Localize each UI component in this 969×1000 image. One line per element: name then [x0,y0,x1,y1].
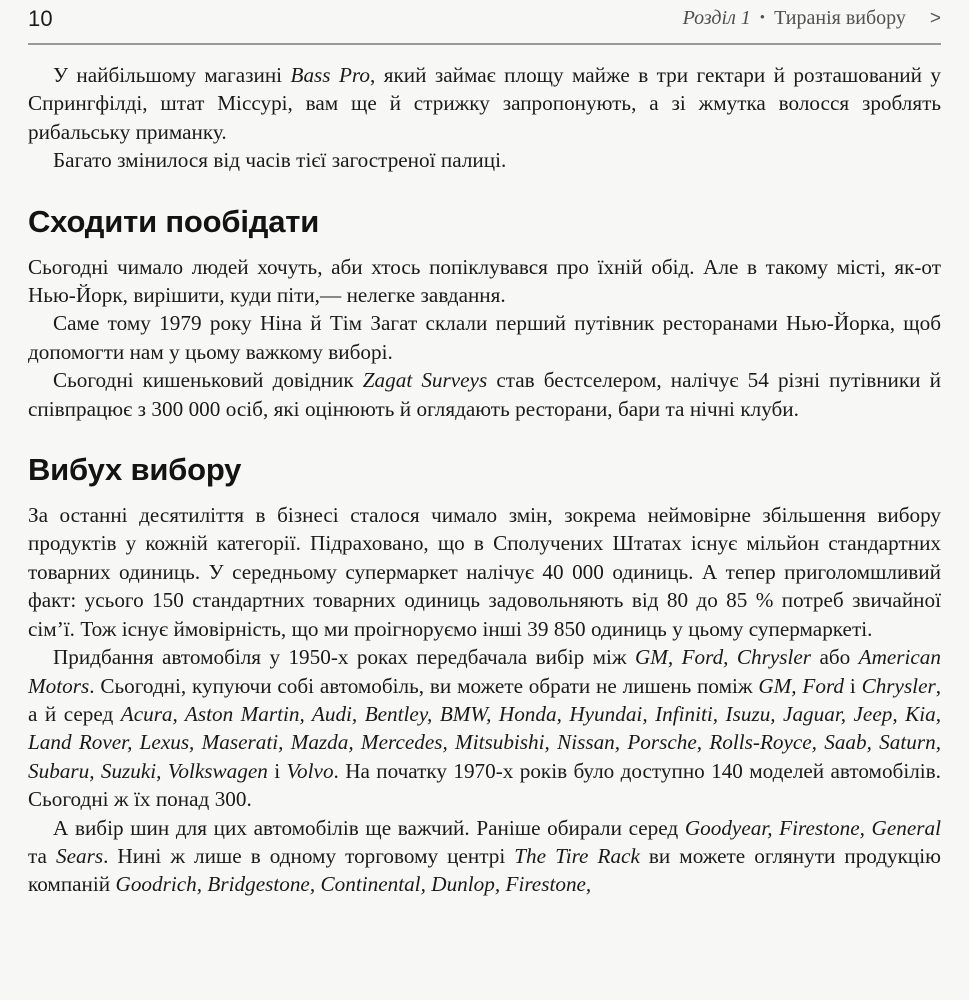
italic-run: American Motors [28,645,941,698]
paragraph-car-brands [28,643,941,813]
italic-run: Sears [55,843,104,868]
text-run: став бестселером, налічує 54 різні путівники й співпрацює з 300 000 осіб, які оцінюють й оглядають ресторани, бари та нічні клуби. [28,368,941,421]
text-run: А вибір шин для цих автомобілів ще важчий. Раніше обирали серед [53,815,685,840]
section-2-body [28,501,941,899]
section-heading-dinner: Сходити пообідати [28,203,320,239]
italic-run: Goodyear, Firestone, General [684,815,941,840]
paragraph-zagat-1979 [28,309,941,366]
paragraph-sharpened-stick [28,146,941,174]
italic-run: GM, Ford [758,673,845,698]
italic-run: GM, Ford, Chrysler [634,645,812,670]
italic-run: The Tire Rack [514,843,640,868]
text-run: У найбільшому магазині [53,63,291,87]
spacer-after-section-2 [28,487,941,501]
paragraph-tire-brands [28,814,941,899]
text-run: , а й серед [28,673,942,726]
text-run: . Нині ж лише в одному торговому центрі [103,843,515,868]
page-number: 10 [28,6,53,31]
paragraph-dinner-intro [28,253,941,310]
spacer-before-section-1 [28,175,941,205]
text-run: Сьогодні чимало людей хочуть, аби хтось попіклувався про їхній обід. Але в такому місті, як-от Нью-Йорк, вирішити, куди піти,— нелегке завдання. [28,254,941,308]
chevron-right-icon: > [929,8,941,29]
text-run: За останні десятиліття в бізнесі сталося чимало змін, зокрема неймовірне збільшення вибору продуктів у кожній категорії. Підраховано, що в Сполучених Штатах існує мільйон стандартних товарних одиниць. У середньому супермаркет налічує 40 000 одиниць. А тепер приголомшливий факт: усього 150 стандартних товарних одиниць задовольняють від 80 до 85 % потреб звичайної сім’ї. Тож існує ймовірність, що ми проігноруємо інші 39 850 одиниць у цьому супермаркеті. [28,503,941,641]
text-run: . На початку 1970-х років було доступно 140 моделей автомобілів. Сьогодні ж їх понад 300. [28,758,941,812]
page-content [28,45,941,899]
text-run: ви можете оглянути продукцію компаній [28,843,941,897]
paragraph-zagat-surveys [28,366,941,423]
paragraph-bass-pro [28,61,941,146]
chapter-title: Тиранія вибору [774,7,906,29]
text-run: та [28,843,56,868]
running-head-title-group [683,8,941,28]
paragraph-supermarket-skus [28,501,941,643]
section-1-body [28,253,941,423]
text-run: Придбання автомобіля у 1950-х роках передбачала вибір між [53,645,635,670]
italic-run: Zagat Surveys [362,368,488,393]
text-run: . Сьогодні, купуючи собі автомобіль, ви можете обрати не лишень поміж [89,673,759,698]
running-head [28,0,941,43]
text-run: або [811,645,859,670]
spacer-before-section-2 [28,423,941,453]
italic-run: Chrysler [861,673,936,698]
text-run: і [844,673,862,698]
section-heading-choice-explosion: Вибух вибору [28,452,242,488]
text-run: Сьогодні кишеньковий довідник [53,368,363,393]
chapter-label: Розділ 1 [682,7,751,29]
text-run: , який займає площу майже в три гектари й розташований у Спрингфілді, штат Міссурі, вам ще й стрижку запропонують, а зі жмутка волосся зроблять рибальську приманку. [28,63,941,144]
italic-run: Goodrich, Bridgestone, Continental, Dunlop, Firestone, [115,872,592,897]
text-run: Саме тому 1979 року Ніна й Тім Загат склали перший путівник ресторанами Нью-Йорка, щоб допомогти нам у цьому важкому виборі. [28,311,941,364]
paragraph-group-top [28,61,941,175]
spacer-after-section-1 [28,239,941,253]
text-run: і [267,758,287,783]
italic-run: Volvo [286,758,334,783]
text-run: Багато змінилося від часів тієї загостреної палиці. [53,148,507,173]
italic-run: Acura, Aston Martin, Audi, Bentley, BMW, Honda, Hyundai, Infiniti, Isuzu, Jaguar, Jeep, Kia, Land Rover, Lexus, Maserati, Mazda, Mercedes, Mitsubishi, Nissan, Porsche, Rolls-Royce, Saab, Saturn, Subaru, Suzuki, Volkswagen [28,701,941,783]
italic-run: Bass Pro [290,63,370,87]
bullet-separator-icon: • [759,10,766,26]
